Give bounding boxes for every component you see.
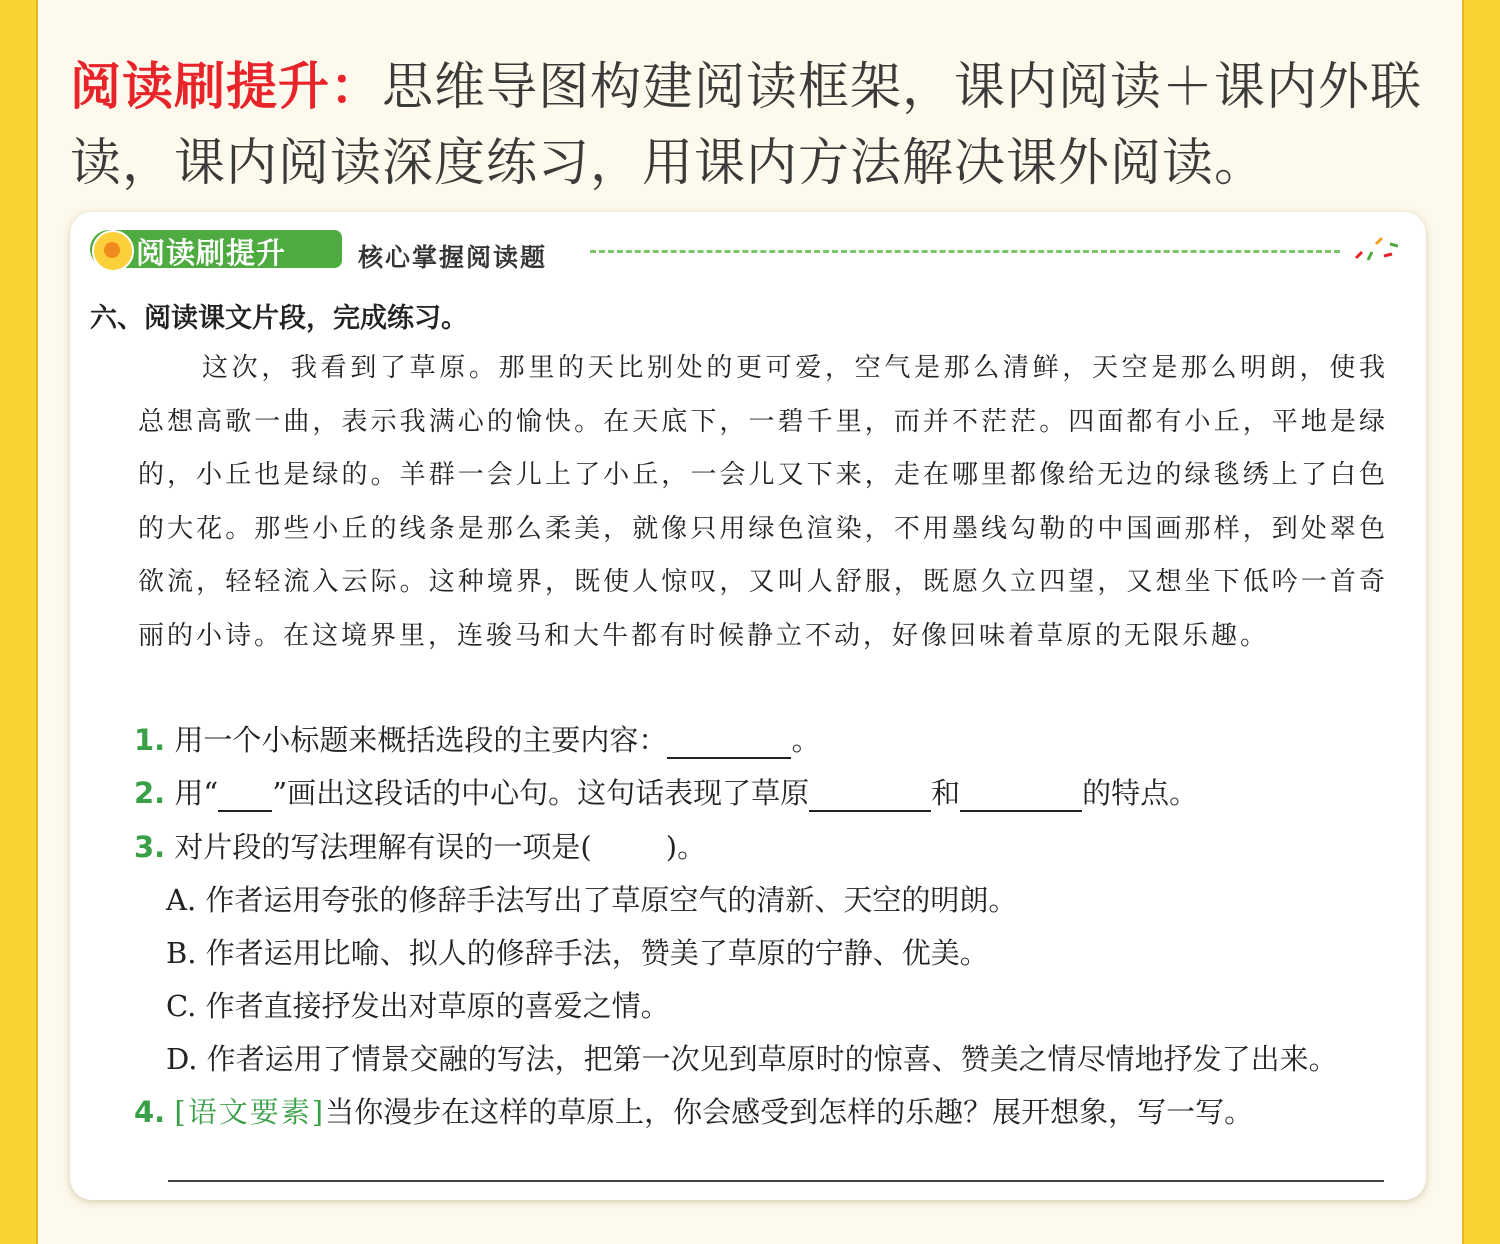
question-number: 3. [134, 830, 166, 864]
writing-answer-line[interactable] [168, 1180, 1384, 1182]
frame-right [1462, 0, 1500, 1244]
question-text: 用一个小标题来概括选段的主要内容： [174, 723, 668, 757]
option-c[interactable]: C. 作者直接抒发出对草原的喜爱之情。 [166, 989, 670, 1023]
intro-body: 思维导图构建阅读框架，课内阅读＋课内外联读，课内阅读深度练习，用课内方法解决课外阅读。 [70, 58, 1423, 193]
page-sheet [38, 0, 1462, 1244]
option-a[interactable]: A. 作者运用夸张的修辞手法写出了草原空气的清新、天空的明朗。 [166, 883, 1018, 917]
section-title: 六、阅读课文片段，完成练习。 [90, 303, 468, 334]
question-text-c: 和 [931, 776, 961, 810]
intro-text [70, 50, 1455, 202]
question-text-b: ”画出这段话的中心句。这句话表现了草原 [272, 776, 810, 810]
dashed-divider [590, 250, 1340, 253]
question-4 [134, 1090, 1253, 1131]
answer-blank[interactable] [960, 780, 1082, 812]
question-number: 1. [134, 723, 166, 757]
option-b[interactable]: B. 作者运用比喻、拟人的修辞手法，赞美了草原的宁静、优美。 [166, 936, 989, 970]
question-text-b: )。 [665, 830, 707, 864]
question-2 [134, 771, 1198, 812]
question-number: 2. [134, 776, 166, 810]
frame-left [0, 0, 38, 1244]
badge-label: 阅读刷提升 [136, 236, 287, 270]
question-number: 4. [134, 1095, 166, 1129]
card-header [90, 230, 1410, 270]
reading-passage: 这次，我看到了草原。那里的天比别处的更可爱，空气是那么清鲜，天空是那么明朗，使我总想高歌一曲，表示我满心的愉快。在天底下，一碧千里，而并不茫茫。四面都有小丘，平地是绿的，小丘也是绿的。羊群一会儿上了小丘，一会儿又下来，走在哪里都像给无边的绿毯绣上了白色的大花。那些小丘的线条是那么柔美，就像只用绿色渲染，不用墨线勾勒的中国画那样，到处翠色欲流，轻轻流入云际。这种境界，既使人惊叹，又叫人舒服，既愿久立四望，又想坐下低吟一首奇丽的小诗。在这境界里，连骏马和大牛都有时候静立不动，好像回味着草原的无限乐趣。 [138, 353, 1388, 651]
exercise-card [70, 212, 1426, 1200]
badge-subtitle: 核心掌握阅读题 [358, 243, 548, 272]
question-text: 当你漫步在这样的草原上，你会感受到怎样的乐趣？展开想象，写一写。 [325, 1095, 1254, 1129]
question-text-a: 对片段的写法理解有误的一项是( [174, 830, 592, 864]
question-text-a: 用“ [174, 776, 219, 810]
answer-blank[interactable] [667, 727, 791, 759]
underline-mark [218, 780, 272, 812]
intro-lead: 阅读刷提升： [70, 58, 383, 117]
question-end: 。 [791, 723, 821, 757]
question-tag: [语文要素] [174, 1095, 326, 1129]
question-3 [134, 825, 706, 866]
section-badge [90, 230, 342, 268]
question-text-d: 的特点。 [1082, 776, 1199, 810]
confetti-icon [1352, 234, 1402, 264]
answer-blank[interactable] [809, 780, 931, 812]
mascot-icon [92, 230, 134, 272]
question-1 [134, 718, 820, 759]
option-d[interactable]: D. 作者运用了情景交融的写法，把第一次见到草原时的惊喜、赞美之情尽情地抒发了出来。 [166, 1042, 1338, 1076]
